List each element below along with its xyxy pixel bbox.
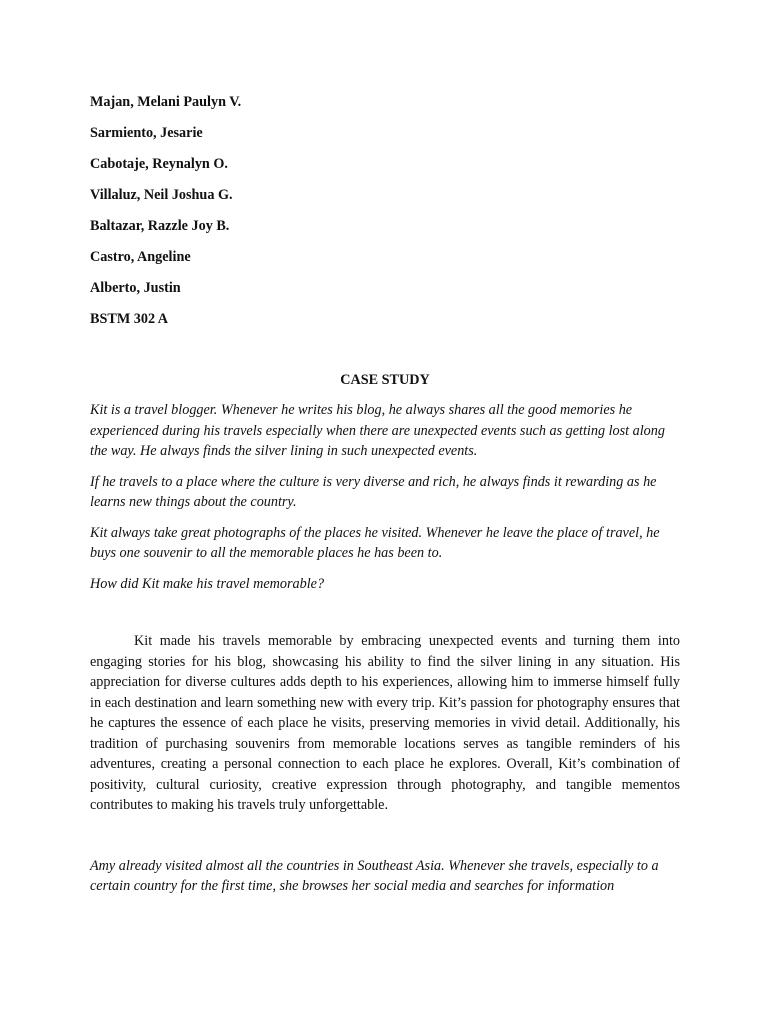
author-name: Alberto, Justin <box>90 280 181 296</box>
answer-paragraph: Kit made his travels memorable by embracing unexpected events and turning them into engaging stories for his blog, showcasing his ability to find the silver lining in any situation. His appreciation for diverse cultures adds depth to his experiences, allowing him to immerse himself fully in each destination and learn something new with every trip. Kit’s passion for photography ensures that he captures the essence of each place he visits, preserving memories in vivid detail. Additionally, his tradition of purchasing souvenirs from memorable locations serves as tangible reminders of his adventures, creating a personal connection to each place he explores. Overall, Kit’s combination of positivity, cultural curiosity, creative expression through photography, and tangible mementos contributes to making his travels truly unforgettable. <box>90 633 680 813</box>
next-case-paragraph: Amy already visited almost all the countries in Southeast Asia. Whenever she travels, especially to a certain country for the first time, she browses her social media and searches for information <box>90 857 659 894</box>
case-question: How did Kit make his travel memorable? <box>90 575 325 592</box>
case-paragraph: Kit always take great photographs of the places he visited. Whenever he leave the place of travel, he buys one souvenir to all the memorable places he has been to. <box>90 524 660 561</box>
case-paragraph: If he travels to a place where the culture is very diverse and rich, he always finds it rewarding as he learns new things about the country. <box>90 473 657 510</box>
author-list <box>90 92 680 340</box>
case-study-title: CASE STUDY <box>340 372 430 388</box>
case-paragraph: Kit is a travel blogger. Whenever he writes his blog, he always shares all the good memories he experienced during his travels especially when there are unexpected events such as getting lost along the way. He always finds the silver lining in such unexpected events. <box>90 402 665 459</box>
author-name: Castro, Angeline <box>90 249 191 265</box>
document-page <box>90 92 680 907</box>
section-code: BSTM 302 A <box>90 311 169 327</box>
author-name: Baltazar, Razzle Joy B. <box>90 218 230 234</box>
author-name: Villaluz, Neil Joshua G. <box>90 187 233 203</box>
author-name: Cabotaje, Reynalyn O. <box>90 156 228 172</box>
author-name: Sarmiento, Jesarie <box>90 125 203 141</box>
author-name: Majan, Melani Paulyn V. <box>90 94 242 110</box>
